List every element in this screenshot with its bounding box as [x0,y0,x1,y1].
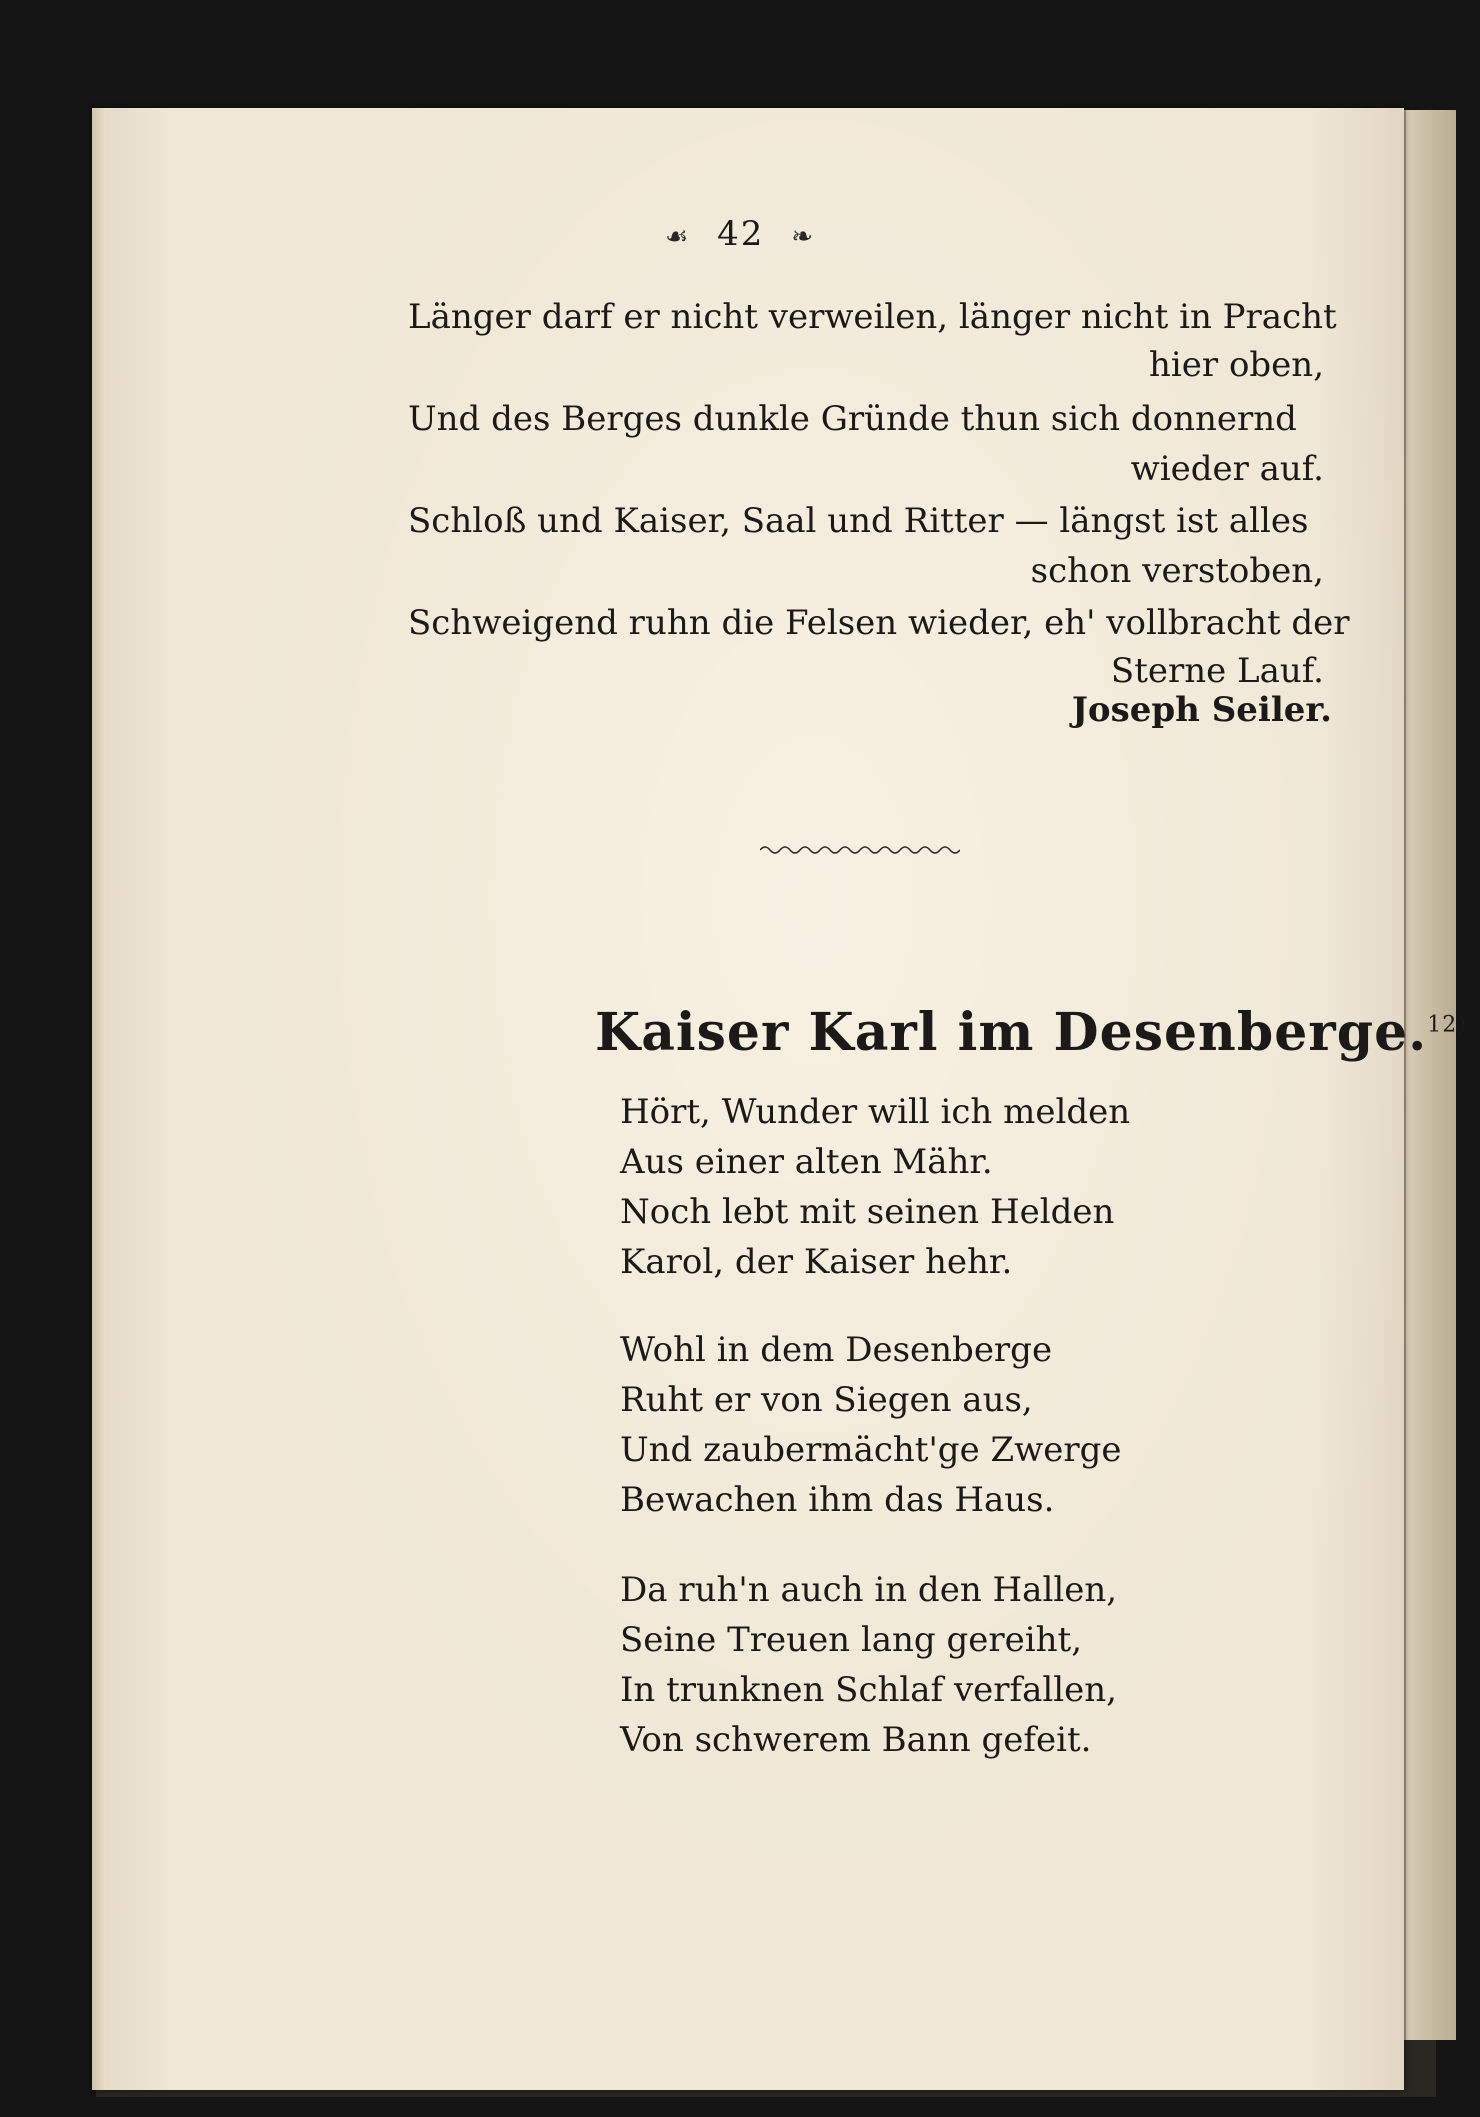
page-gutter [92,108,106,2090]
poem1-line: hier oben, [1148,345,1324,385]
poem2-line: Von schwerem Bann gefeit. [620,1720,1092,1760]
poem1-author: Joseph Seiler. [1071,690,1332,730]
page-header [0,214,1480,254]
poem2-line: In trunknen Schlaf verfallen, [620,1670,1117,1710]
poem2-title [595,1002,1467,1063]
poem2-line: Ruht er von Siegen aus, [620,1380,1033,1420]
poem1-line: Schweigend ruhn die Felsen wieder, eh' vollbracht der [408,603,1350,643]
footnote-ref: 12) [1427,1012,1467,1038]
ornament-left-icon: ☙ [665,222,691,252]
poem2-line: Bewachen ihm das Haus. [620,1480,1055,1520]
page-edge [1404,110,1456,2040]
poem1-line: wieder auf. [1130,449,1324,489]
page-number: 42 [717,214,765,254]
poem2-title-text: Kaiser Karl im Desenberge. [595,1002,1428,1063]
poem1-line: Und des Berges dunkle Gründe thun sich donnernd [408,399,1297,439]
poem2-line: Da ruh'n auch in den Hallen, [620,1570,1118,1610]
poem2-line: Wohl in dem Desenberge [620,1330,1053,1370]
poem1-line: Schloß und Kaiser, Saal und Ritter — längst ist alles [408,501,1309,541]
poem1-line: schon verstoben, [1030,551,1324,591]
poem2-line: Noch lebt mit seinen Helden [620,1192,1115,1232]
poem2-line: Aus einer alten Mähr. [620,1142,993,1182]
section-divider [760,840,960,860]
poem1-line: Sterne Lauf. [1110,651,1324,691]
poem2-line: Und zaubermächt'ge Zwerge [620,1430,1122,1470]
ornament-right-icon: ❧ [791,222,815,252]
poem2-line: Karol, der Kaiser hehr. [620,1242,1013,1282]
poem2-line: Hört, Wunder will ich melden [620,1092,1131,1132]
poem1-line: Länger darf er nicht verweilen, länger nicht in Pracht [408,297,1337,337]
poem2-line: Seine Treuen lang gereiht, [620,1620,1083,1660]
